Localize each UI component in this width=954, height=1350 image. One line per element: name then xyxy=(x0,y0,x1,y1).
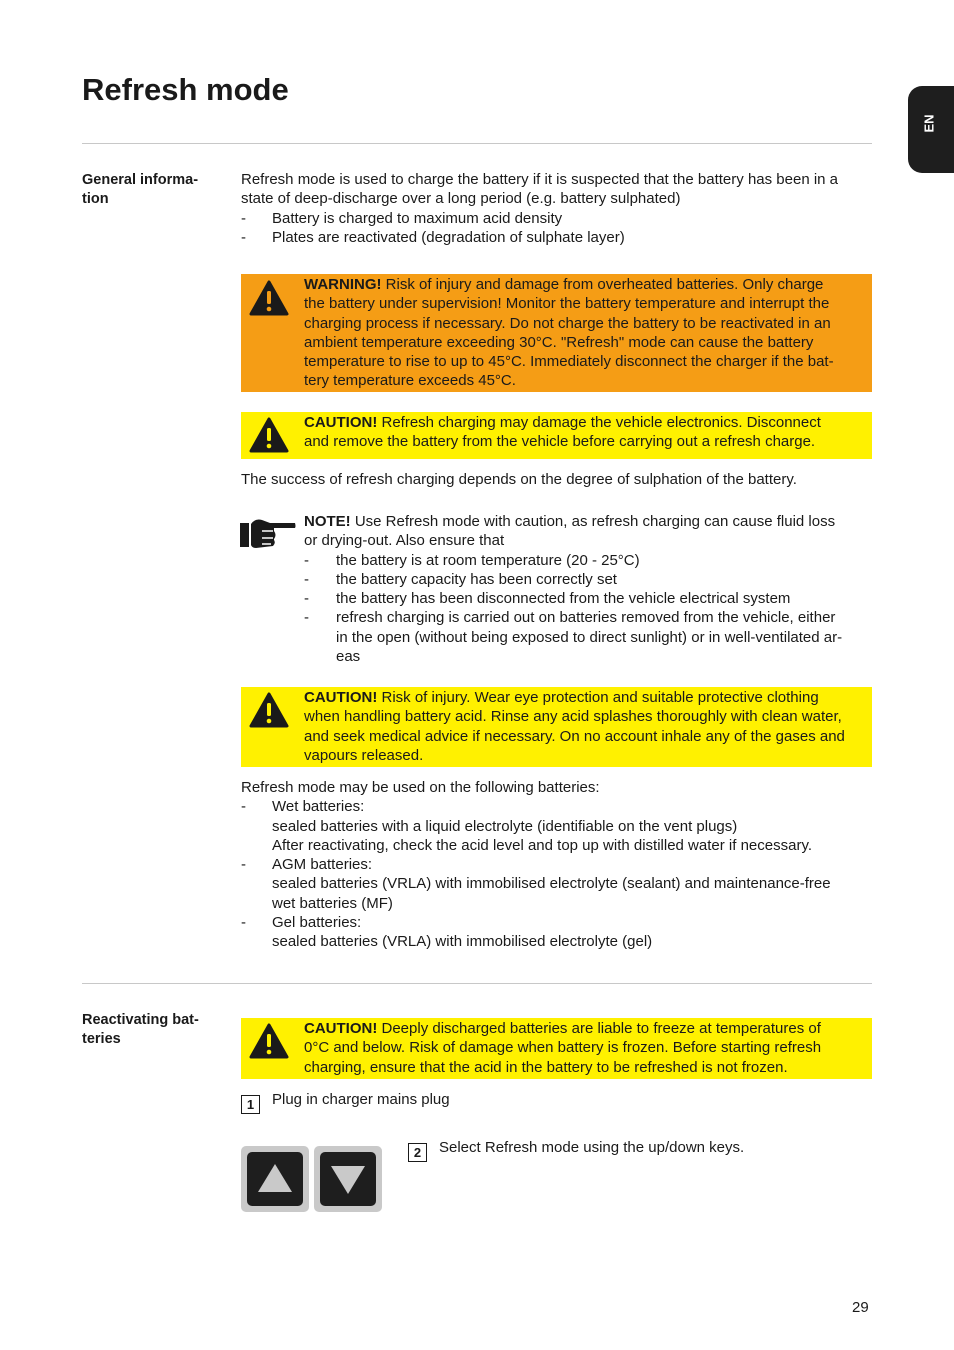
warning-triangle-icon xyxy=(249,692,289,728)
language-label: EN xyxy=(921,114,937,133)
list-item: - the battery capacity has been correctly set xyxy=(304,570,617,588)
down-key-icon xyxy=(320,1152,376,1206)
success-text: The success of refresh charging depends on the degree of sulphation of the battery. xyxy=(241,471,797,488)
step-text: Select Refresh mode using the up/down keys. xyxy=(439,1139,745,1156)
list-item: - Battery is charged to maximum acid density xyxy=(241,209,563,227)
note-block: NOTE! Use Refresh mode with caution, as refresh charging can cause fluid loss or drying-out. Also ensure that - the battery is at room temperature (20 - 25°C) - the battery capacity has been correctly set - the battery has been disconnected from the vehicle electrical system - refresh charging is carried out on batteries removed from the vehicle, either in the open (without being exposed to direct sunlight) or in well-ventilated ar- eas xyxy=(304,512,874,666)
section-heading-reactivating: Reactivating bat- teries xyxy=(82,1012,199,1047)
warning-box: WARNING! Risk of injury and damage from overheated batteries. Only charge the battery under supervision! Monitor the battery temperature and interrupt the charging process if necessary. Do not charge the battery to be reactivated in an ambient temperature exceeding 30°C. "Refresh" mode can cause the battery temperature to rise to up to 45°C. Immediately disconnect the charger if the bat- tery temperature exceeds 45°C. xyxy=(241,274,872,392)
list-item: - AGM batteries: xyxy=(241,856,373,874)
battery-types: Refresh mode may be used on the following batteries: - Wet batteries: sealed batteries with a liquid electrolyte (identifiable on the vent plugs) After reactivating, check the acid level and top up with distilled water if necessary. - AGM batteries: sealed batteries (VRLA) with immobilised electrolyte (sealant) and maintenance-free wet batteries (MF) - Gel batteries: sealed batteries (VRLA) with immobilised electrolyte (gel) xyxy=(241,778,873,952)
warning-triangle-icon xyxy=(249,417,289,453)
section-heading-general: General informa- tion xyxy=(82,172,199,207)
up-key-icon xyxy=(247,1152,303,1206)
list-item: - the battery has been disconnected from the vehicle electrical system xyxy=(304,590,791,608)
divider xyxy=(82,143,872,144)
up-down-keys xyxy=(241,1146,383,1213)
up-key xyxy=(241,1146,309,1212)
caution-box: CAUTION! Deeply discharged batteries are liable to freeze at temperatures of 0°C and below. Risk of damage when battery is frozen. Before starting refresh charging, ensure that the acid in the battery to be refreshed is not frozen. xyxy=(241,1018,872,1079)
list-item: - the battery is at room temperature (20 - 25°C) xyxy=(304,551,640,569)
divider xyxy=(82,983,872,984)
general-intro: Refresh mode is used to charge the battery if it is suspected that the battery has been in a state of deep-discharge over a long period (e.g. battery sulphated) - Battery is charged to maximum acid density - Plates are reactivated (degradation of sulphate layer) xyxy=(241,170,873,247)
list-item: - Plates are reactivated (degradation of sulphate layer) xyxy=(241,228,625,246)
step-number: 1 xyxy=(241,1095,260,1114)
down-key xyxy=(314,1146,382,1212)
page-number: 29 xyxy=(852,1299,869,1316)
step-number: 2 xyxy=(408,1143,427,1162)
warning-triangle-icon xyxy=(249,1023,289,1059)
list-item: - Wet batteries: xyxy=(241,798,365,816)
page-title: Refresh mode xyxy=(82,72,289,107)
list-item: - refresh charging is carried out on batteries removed from the vehicle, either xyxy=(304,609,836,627)
pointing-hand-icon xyxy=(240,515,296,550)
caution-box: CAUTION! Risk of injury. Wear eye protection and suitable protective clothing when handling battery acid. Rinse any acid splashes thoroughly with clean water, and seek medical advice if necessary. On no account inhale any of the gases and vapours released. xyxy=(241,687,872,767)
caution-box: CAUTION! Refresh charging may damage the vehicle electronics. Disconnect and remove the battery from the vehicle before carrying out a refresh charge. xyxy=(241,412,872,459)
list-item: - Gel batteries: xyxy=(241,914,362,932)
step-text: Plug in charger mains plug xyxy=(272,1091,450,1108)
language-tab xyxy=(908,86,954,173)
warning-triangle-icon xyxy=(249,280,289,316)
